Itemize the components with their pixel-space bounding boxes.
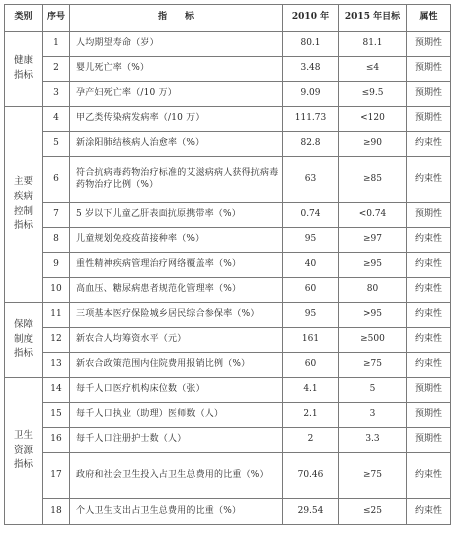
row-number: 3 — [43, 82, 70, 107]
table-row — [5, 453, 451, 499]
target-2015: ≤9.5 — [339, 82, 407, 107]
category-health-resources — [5, 378, 43, 525]
table-row — [5, 428, 451, 453]
attribute: 约束性 — [407, 303, 451, 328]
attribute: 约束性 — [407, 353, 451, 378]
indicator-name: 符合抗病毒药物治疗标准的艾滋病病人获得抗病毒药物治疗比例（%） — [70, 157, 283, 203]
indicator-name: 5 岁以下儿童乙肝表面抗原携带率（%） — [70, 203, 283, 228]
header-2010: 2010 年 — [283, 5, 339, 32]
table-row — [5, 328, 451, 353]
indicator-name: 三项基本医疗保险城乡居民综合参保率（%） — [70, 303, 283, 328]
category-label-line: 指标 — [13, 459, 33, 471]
table-row — [5, 203, 451, 228]
indicator-name: 高血压、糖尿病患者规范化管理率（%） — [70, 278, 283, 303]
row-number: 15 — [43, 403, 70, 428]
category-label-line: 健康 — [13, 55, 33, 67]
target-2015: ≥75 — [339, 353, 407, 378]
target-2015: ≥90 — [339, 132, 407, 157]
category-insurance-system — [5, 303, 43, 378]
attribute: 预期性 — [407, 378, 451, 403]
category-label-line: 控制 — [13, 205, 33, 217]
table-row — [5, 253, 451, 278]
value-2010: 2.1 — [283, 403, 339, 428]
attribute: 预期性 — [407, 403, 451, 428]
value-2010: 60 — [283, 353, 339, 378]
row-number: 1 — [43, 32, 70, 57]
row-number: 16 — [43, 428, 70, 453]
table-row — [5, 499, 451, 525]
row-number: 17 — [43, 453, 70, 499]
table-row — [5, 228, 451, 253]
value-2010: 70.46 — [283, 453, 339, 499]
target-2015: ≥85 — [339, 157, 407, 203]
target-2015: ≥75 — [339, 453, 407, 499]
category-label-line: 资源 — [13, 444, 33, 456]
attribute: 预期性 — [407, 203, 451, 228]
row-number: 13 — [43, 353, 70, 378]
category-label-line: 指标 — [13, 220, 33, 232]
table-row — [5, 378, 451, 403]
attribute: 约束性 — [407, 132, 451, 157]
value-2010: 80.1 — [283, 32, 339, 57]
category-label-line: 指标 — [13, 348, 33, 360]
row-number: 7 — [43, 203, 70, 228]
category-label-line: 疾病 — [13, 190, 33, 202]
value-2010: 0.74 — [283, 203, 339, 228]
indicator-name: 每千人口医疗机构床位数（张） — [70, 378, 283, 403]
target-2015: 80 — [339, 278, 407, 303]
table-header — [5, 5, 451, 32]
row-number: 11 — [43, 303, 70, 328]
row-number: 14 — [43, 378, 70, 403]
attribute: 约束性 — [407, 499, 451, 525]
table-row — [5, 278, 451, 303]
value-2010: 60 — [283, 278, 339, 303]
category-label-line: 卫生 — [13, 429, 33, 441]
attribute: 约束性 — [407, 253, 451, 278]
row-number: 8 — [43, 228, 70, 253]
value-2010: 111.73 — [283, 107, 339, 132]
header-category: 类别 — [5, 5, 43, 32]
attribute: 约束性 — [407, 328, 451, 353]
indicator-name: 新农合政策范围内住院费用报销比例（%） — [70, 353, 283, 378]
target-2015: ≥95 — [339, 253, 407, 278]
target-2015: 5 — [339, 378, 407, 403]
table-row — [5, 57, 451, 82]
attribute: 预期性 — [407, 57, 451, 82]
indicator-name: 每千人口注册护士数（人） — [70, 428, 283, 453]
indicator-name: 新涂阳肺结核病人治愈率（%） — [70, 132, 283, 157]
table-row — [5, 157, 451, 203]
row-number: 2 — [43, 57, 70, 82]
health-indicators-table — [4, 4, 451, 525]
value-2010: 82.8 — [283, 132, 339, 157]
value-2010: 2 — [283, 428, 339, 453]
attribute: 预期性 — [407, 82, 451, 107]
value-2010: 63 — [283, 157, 339, 203]
target-2015: 3 — [339, 403, 407, 428]
table-row — [5, 107, 451, 132]
value-2010: 9.09 — [283, 82, 339, 107]
target-2015: 81.1 — [339, 32, 407, 57]
category-label-line: 主要 — [13, 176, 33, 188]
target-2015: 3.3 — [339, 428, 407, 453]
indicator-name: 婴儿死亡率（%） — [70, 57, 283, 82]
indicator-name: 政府和社会卫生投入占卫生总费用的比重（%） — [70, 453, 283, 499]
table-row — [5, 132, 451, 157]
attribute: 预期性 — [407, 32, 451, 57]
value-2010: 161 — [283, 328, 339, 353]
header-indicator: 指 标 — [70, 5, 283, 32]
indicator-name: 每千人口执业（助理）医师数（人） — [70, 403, 283, 428]
row-number: 18 — [43, 499, 70, 525]
table-row — [5, 303, 451, 328]
table-row — [5, 353, 451, 378]
row-number: 9 — [43, 253, 70, 278]
value-2010: 95 — [283, 303, 339, 328]
category-label-line: 指标 — [13, 70, 33, 81]
row-number: 12 — [43, 328, 70, 353]
indicator-name: 个人卫生支出占卫生总费用的比重（%） — [70, 499, 283, 525]
row-number: 6 — [43, 157, 70, 203]
attribute: 约束性 — [407, 157, 451, 203]
value-2010: 95 — [283, 228, 339, 253]
indicator-name: 甲乙类传染病发病率（/10 万） — [70, 107, 283, 132]
table-body — [5, 32, 451, 525]
row-number: 10 — [43, 278, 70, 303]
target-2015: <0.74 — [339, 203, 407, 228]
target-2015: <120 — [339, 107, 407, 132]
value-2010: 40 — [283, 253, 339, 278]
value-2010: 29.54 — [283, 499, 339, 525]
header-2015-target: 2015 年目标 — [339, 5, 407, 32]
target-2015: ≥97 — [339, 228, 407, 253]
row-number: 4 — [43, 107, 70, 132]
value-2010: 3.48 — [283, 57, 339, 82]
table-row — [5, 82, 451, 107]
attribute: 约束性 — [407, 453, 451, 499]
category-disease-control — [5, 107, 43, 303]
category-label-line: 保障 — [13, 318, 33, 330]
attribute: 约束性 — [407, 278, 451, 303]
attribute: 预期性 — [407, 428, 451, 453]
target-2015: >95 — [339, 303, 407, 328]
value-2010: 4.1 — [283, 378, 339, 403]
category-health — [5, 32, 43, 107]
header-row — [5, 5, 451, 32]
target-2015: ≤4 — [339, 57, 407, 82]
attribute: 预期性 — [407, 107, 451, 132]
target-2015: ≤25 — [339, 499, 407, 525]
table-row — [5, 403, 451, 428]
header-attribute: 属性 — [407, 5, 451, 32]
indicator-name: 儿童规划免疫疫苗接种率（%） — [70, 228, 283, 253]
target-2015: ≥500 — [339, 328, 407, 353]
row-number: 5 — [43, 132, 70, 157]
category-label-line: 制度 — [13, 333, 33, 345]
indicator-name: 人均期望寿命（岁） — [70, 32, 283, 57]
table-row — [5, 32, 451, 57]
indicator-name: 重性精神疾病管理治疗网络覆盖率（%） — [70, 253, 283, 278]
indicator-name: 孕产妇死亡率（/10 万） — [70, 82, 283, 107]
header-number: 序号 — [43, 5, 70, 32]
indicator-name: 新农合人均筹资水平（元） — [70, 328, 283, 353]
attribute: 约束性 — [407, 228, 451, 253]
